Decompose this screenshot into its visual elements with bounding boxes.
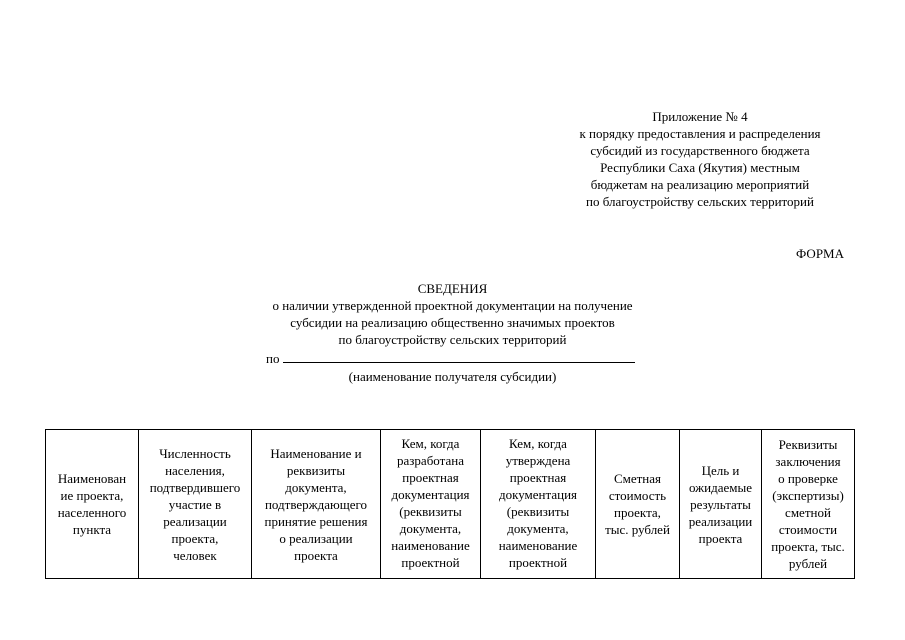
appendix-line: субсидий из государственного бюджета (590, 143, 810, 158)
cell-decision-document: Наименование и реквизиты документа, подтверждающего принятие решения о реализации проекта (264, 445, 368, 563)
title-line: о наличии утвержденной проектной документации на получение (272, 298, 633, 313)
table-header-row (46, 430, 855, 579)
cell-population: Численность населения, подтвердившего участие в реализации проекта, человек (149, 445, 241, 563)
form-label: ФОРМА (796, 246, 844, 261)
appendix-header (540, 108, 860, 210)
recipient-line (266, 350, 635, 367)
appendix-line: Республики Саха (Якутия) местным (600, 160, 800, 175)
recipient-blank (283, 350, 635, 363)
recipient-prefix: по (266, 351, 280, 366)
title-heading: СВЕДЕНИЯ (417, 281, 488, 296)
column-header (762, 430, 855, 579)
appendix-line: к порядку предоставления и распределения (579, 126, 821, 141)
column-header (596, 430, 680, 579)
cell-goal-results: Цель и ожидаемые результаты реализации проекта (688, 462, 753, 546)
column-header (252, 430, 381, 579)
appendix-line: по благоустройству сельских территорий (586, 194, 814, 209)
appendix-line: Приложение № 4 (652, 109, 748, 124)
data-table (45, 429, 855, 579)
cell-approved-by: Кем, когда утверждена проектная документация (реквизиты документа, наименование проектной (498, 436, 578, 570)
cell-developed-by: Кем, когда разработана проектная документация (реквизиты документа, наименование проектной (391, 436, 470, 570)
cell-project-name: Наименован ие проекта, населенного пункта (57, 471, 127, 537)
title-line: субсидии на реализацию общественно значимых проектов (290, 315, 615, 330)
column-header (481, 430, 596, 579)
title-line: по благоустройству сельских территорий (338, 332, 567, 347)
recipient-caption: (наименование получателя субсидии) (348, 369, 557, 384)
cell-estimated-cost: Сметная стоимость проекта, тыс. рублей (605, 471, 670, 537)
column-header (680, 430, 762, 579)
cell-expertise-details: Реквизиты заключения о проверке (экспертизы) сметной стоимости проекта, тыс. рублей (771, 437, 845, 571)
column-header (46, 430, 139, 579)
appendix-line: бюджетам на реализацию мероприятий (590, 177, 810, 192)
column-header (381, 430, 481, 579)
column-header (139, 430, 252, 579)
document-title (200, 280, 705, 348)
